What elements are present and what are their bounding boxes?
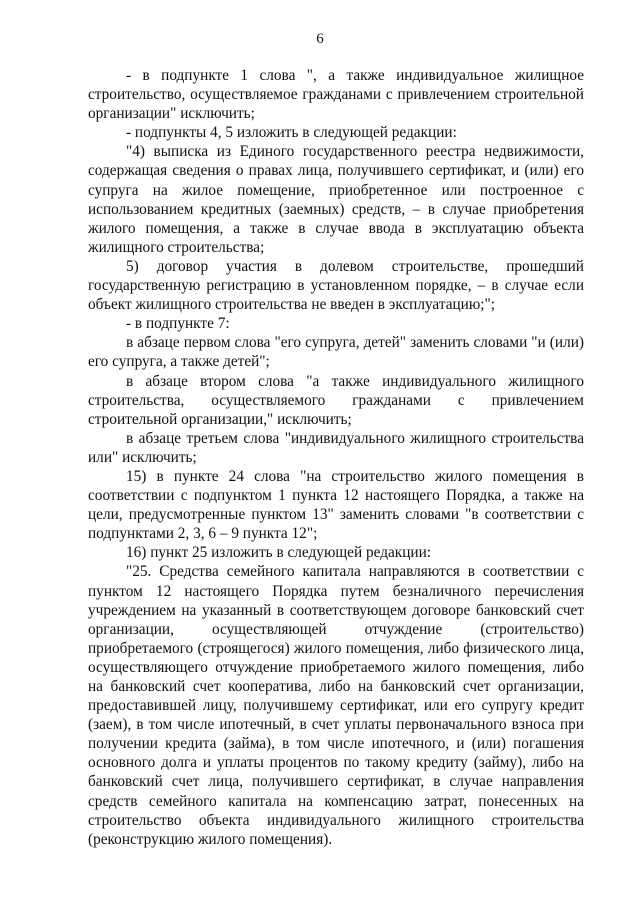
document-body — [88, 66, 584, 849]
paragraph: - в подпункте 7: — [126, 315, 230, 333]
paragraph: 5) договор участия в долевом строительстве, прошедший государственную регистрацию в установленном порядке, – в случае если объект жилищного строительства не введен в эксплуатацию;"; — [88, 257, 584, 314]
paragraph: в абзаце первом слова "его супруга, детей" заменить словами "и (или) его супруга, а также детей"; — [88, 334, 584, 371]
paragraph: в абзаце втором слова "а также индивидуального жилищного строительства, осуществляемого гражданами с привлечением строительной организации," исключить; — [88, 372, 584, 428]
paragraph: 15) в пункте 24 слова "на строительство жилого помещения в соответствии с подпунктом 1 пункта 12 настоящего Порядка, а также на цели, предусмотренные пунктом 13" заменить словами "в соответствии с подпунктами 2, 3, 6 – 9 пункта 12"; — [88, 467, 584, 543]
paragraph: "4) выписка из Единого государственного реестра недвижимости, содержащая сведения о правах лица, получившего сертификат, и (или) его супруга на жилое помещение, приобретенное или построенное с использованием кредитных (заемных) средств, – в случае приобретения жилого помещения, а также в случае ввода в эксплуатацию объекта жилищного строительства; — [88, 143, 584, 256]
page-number: 6 — [316, 31, 324, 47]
paragraph: "25. Средства семейного капитала направляются в соответствии с пунктом 12 настоящего Порядка путем безналичного перечисления учреждением на указанный в соответствующем договоре банковский счет организации, осуществляющей отчуждение (строительство) приобретаемого (строящегося) жилого помещения, либо физического лица, осуществляющего отчуждение приобретаемого жилого помещения, либо на банковский счет кооператива, либо на банковский счет организации, предоставившей лицу, получившему сертификат, или его супругу кредит (заем), в том числе ипотечный, в счет уплаты первоначального взноса при получении кредита (займа), в том числе ипотечного, и (или) погашения основного долга и уплаты процентов по такому кредиту (займу), либо на банковский счет лица, получившего сертификат, в случае направления средств семейного капитала на компенсацию затрат, понесенных на строительство объекта индивидуального жилищного строительства (реконструкцию жилого помещения). — [88, 563, 584, 848]
paragraph: - подпункты 4, 5 изложить в следующей редакции: — [126, 124, 457, 142]
paragraph: в абзаце третьем слова "индивидуального жилищного строительства или" исключить; — [88, 429, 584, 466]
paragraph: 16) пункт 25 изложить в следующей редакции: — [126, 544, 432, 562]
paragraph: - в подпункте 1 слова ", а также индивидуальное жилищное строительство, осуществляемое гражданами с привлечением строительной организации" исключить; — [88, 67, 584, 123]
